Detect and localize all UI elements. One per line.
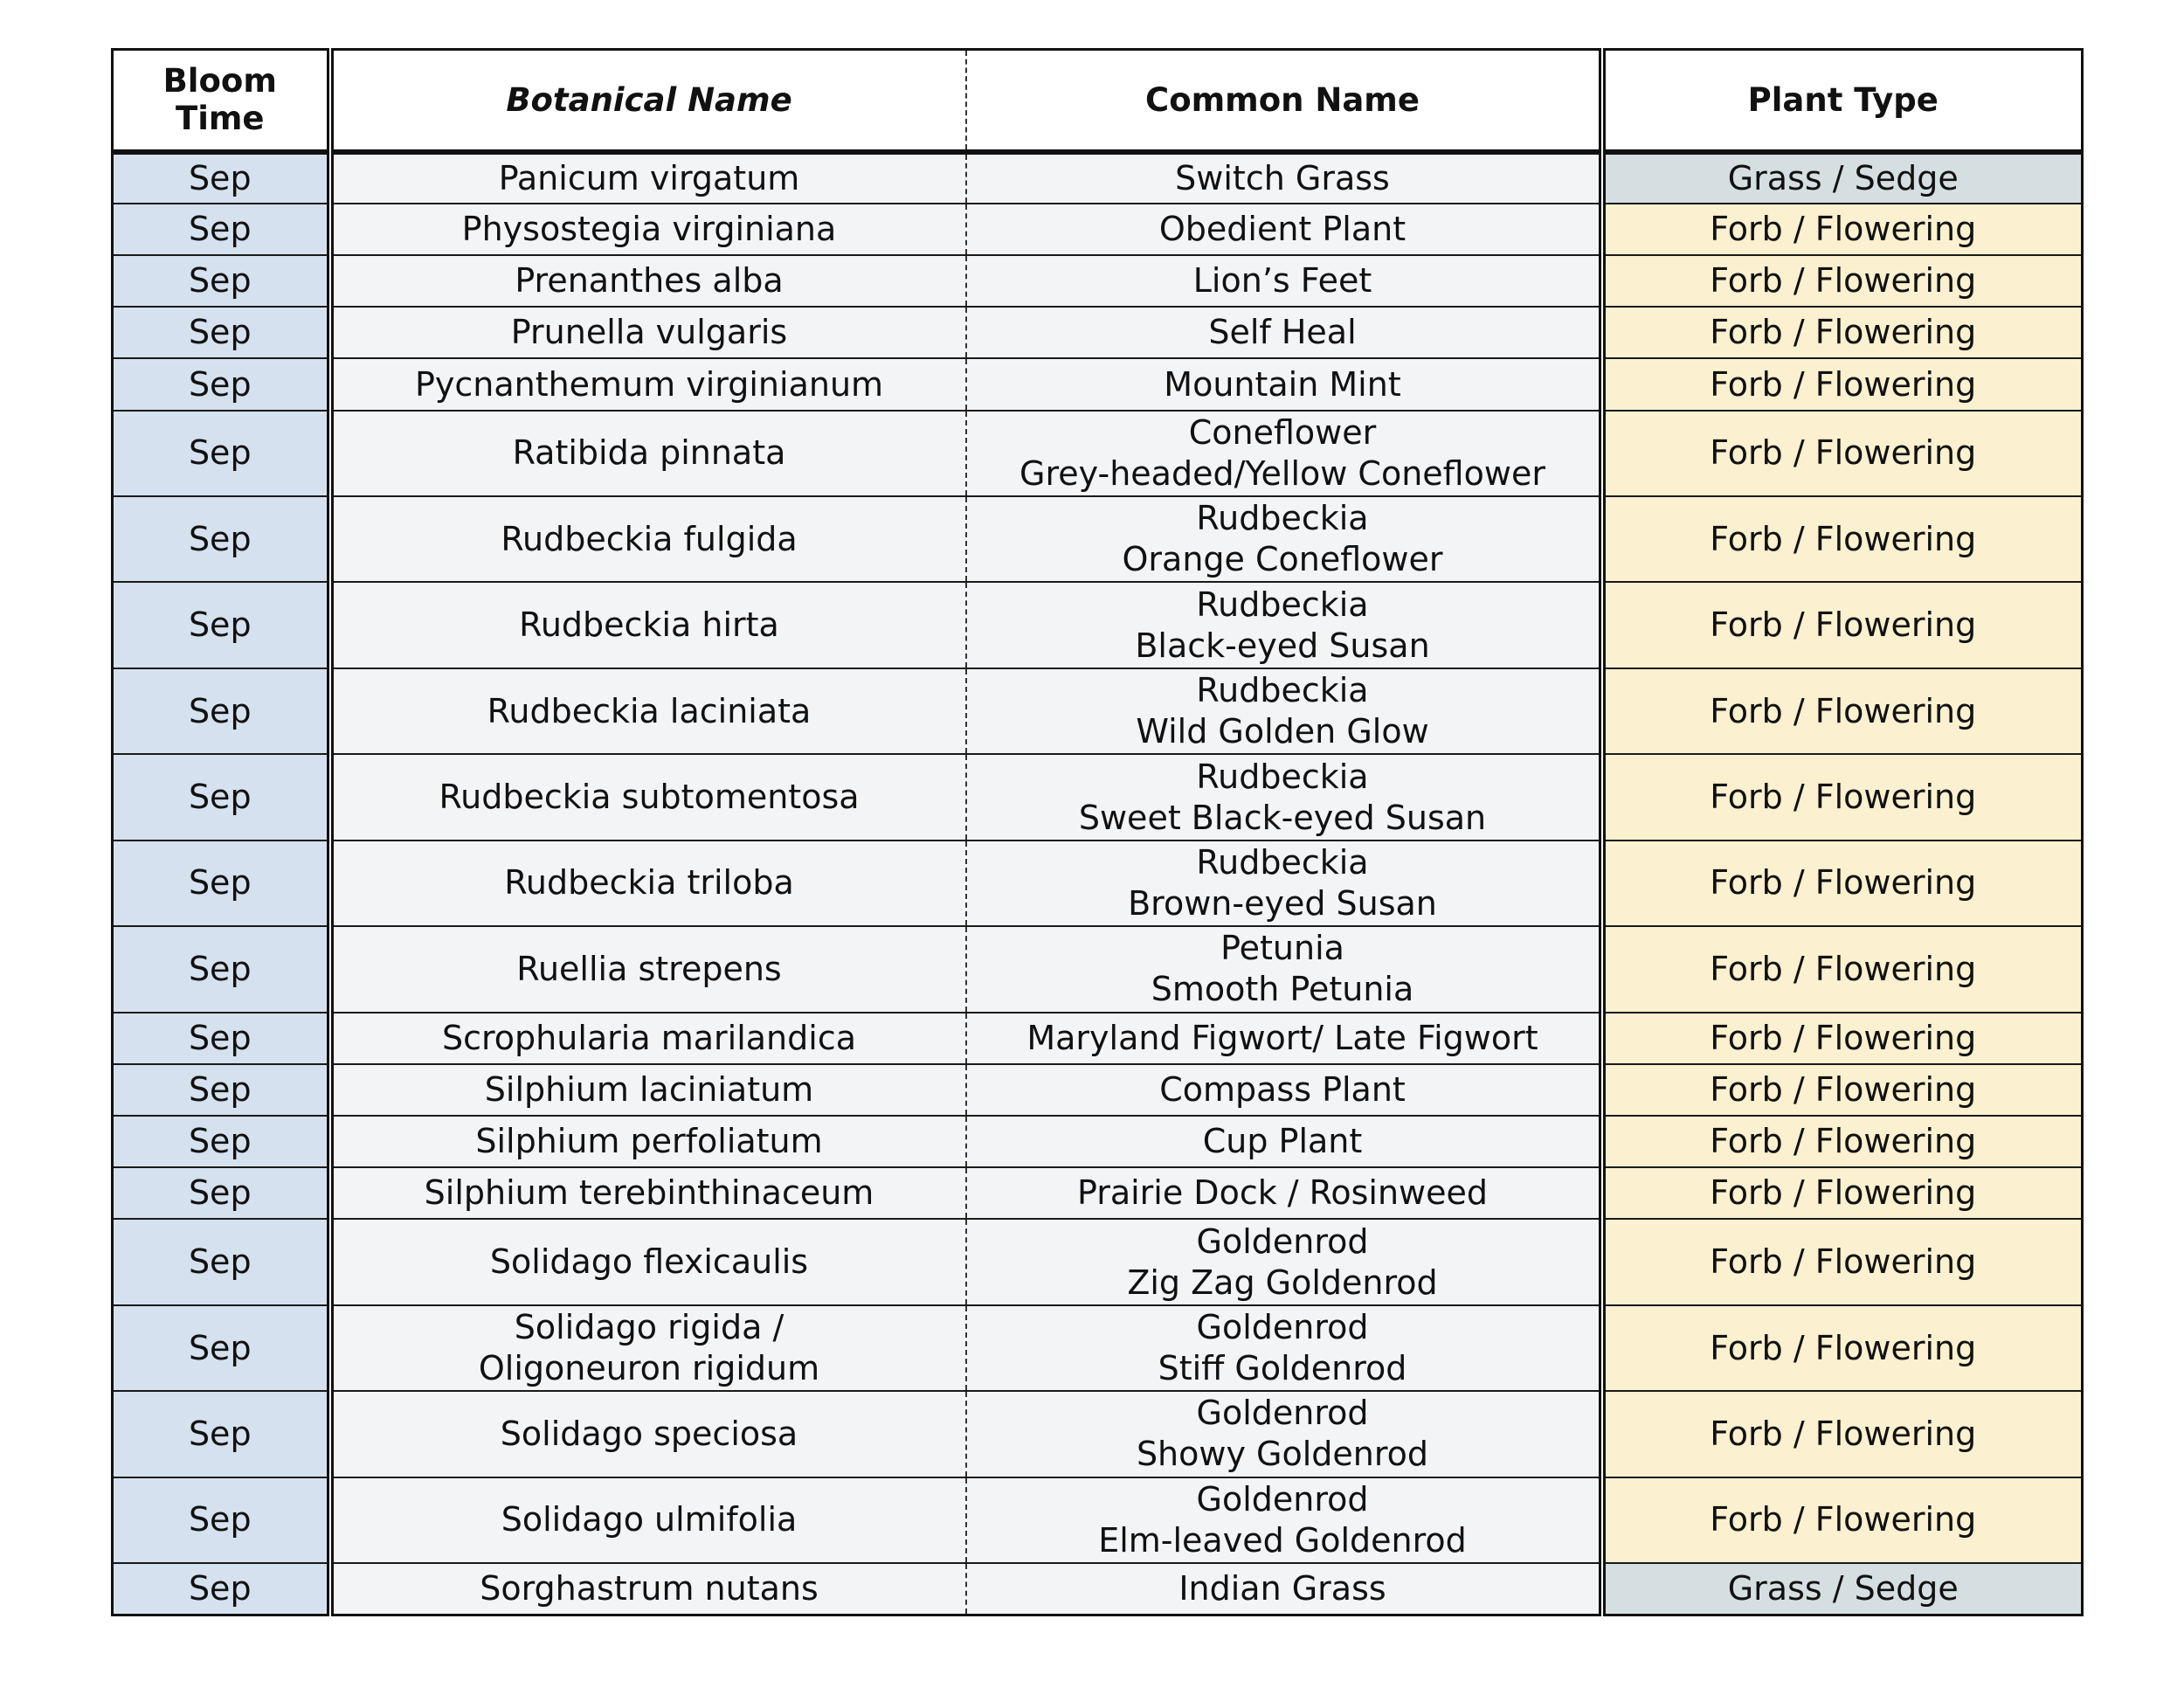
common-name-cell: [966, 926, 1602, 1012]
botanical-name-line: Panicum virgatum: [498, 158, 800, 197]
botanical-name-cell: [330, 1391, 966, 1477]
plant-type-cell: Forb / Flowering: [1602, 307, 2083, 358]
common-name-line: Smooth Petunia: [1151, 970, 1414, 1009]
botanical-name-cell: [330, 358, 966, 410]
bloom-time-cell: Sep: [113, 496, 330, 582]
botanical-name-line: Oligoneuron rigidum: [478, 1349, 820, 1388]
table-row: [113, 1563, 2083, 1615]
botanical-name-line: Rudbeckia triloba: [504, 863, 794, 903]
common-name-line: Black-eyed Susan: [1135, 626, 1430, 665]
common-name-line: Self Heal: [1208, 313, 1357, 352]
plant-type-cell: Forb / Flowering: [1602, 1219, 2083, 1304]
botanical-name-line: Scrophularia marilandica: [442, 1018, 856, 1057]
common-name-line: Goldenrod: [1196, 1308, 1369, 1347]
bloom-time-cell: Sep: [113, 204, 330, 255]
table-row: [113, 411, 2083, 496]
common-name-cell: [966, 1391, 1602, 1477]
botanical-name-line: Solidago ulmifolia: [501, 1500, 798, 1539]
table-header: [113, 50, 2083, 152]
common-name-cell: [966, 358, 1602, 410]
botanical-name-cell: [330, 1305, 966, 1391]
botanical-name-line: Ratibida pinnata: [512, 433, 786, 473]
plant-table: [111, 48, 2084, 1616]
plant-type-cell: Forb / Flowering: [1602, 1305, 2083, 1391]
table-row: [113, 1167, 2083, 1219]
common-name-line: Goldenrod: [1196, 1479, 1369, 1519]
common-name-line: Mountain Mint: [1164, 364, 1401, 404]
common-name-line: Goldenrod: [1196, 1221, 1369, 1261]
common-name-line: Orange Coneflower: [1122, 540, 1443, 579]
botanical-name-cell: [330, 1064, 966, 1116]
bloom-time-cell: Sep: [113, 1167, 330, 1219]
plant-type-cell: Forb / Flowering: [1602, 1116, 2083, 1167]
botanical-name-line: Solidago rigida /: [514, 1308, 784, 1347]
bloom-time-cell: Sep: [113, 668, 330, 754]
botanical-name-line: Ruellia strepens: [516, 949, 782, 988]
botanical-name-line: Pycnanthemum virginianum: [414, 364, 884, 404]
botanical-name-cell: [330, 1563, 966, 1615]
botanical-name-cell: [330, 152, 966, 204]
botanical-name-cell: [330, 841, 966, 926]
botanical-name-line: Silphium perfoliatum: [475, 1122, 823, 1161]
common-name-cell: [966, 754, 1602, 840]
common-name-line: Zig Zag Goldenrod: [1127, 1263, 1438, 1302]
botanical-name-cell: [330, 926, 966, 1012]
table-body: [113, 152, 2083, 1615]
common-name-cell: [966, 255, 1602, 307]
common-name-cell: [966, 411, 1602, 496]
common-name-line: Rudbeckia: [1196, 499, 1369, 538]
common-name-line: Showy Goldenrod: [1136, 1435, 1429, 1474]
plant-type-cell: Forb / Flowering: [1602, 1391, 2083, 1477]
table-row: [113, 152, 2083, 204]
table-row: [113, 496, 2083, 582]
common-name-cell: [966, 1116, 1602, 1167]
bloom-time-cell: Sep: [113, 754, 330, 840]
common-name-cell: [966, 1305, 1602, 1391]
table-row: [113, 1116, 2083, 1167]
botanical-name-line: Physostegia virginiana: [461, 209, 837, 248]
table-row: [113, 841, 2083, 926]
common-name-cell: [966, 1167, 1602, 1219]
header-plant-type: Plant Type: [1602, 50, 2083, 152]
common-name-cell: [966, 496, 1602, 582]
plant-type-cell: Forb / Flowering: [1602, 1477, 2083, 1563]
common-name-line: Goldenrod: [1196, 1394, 1369, 1433]
bloom-time-cell: Sep: [113, 582, 330, 668]
common-name-line: Coneflower: [1188, 412, 1377, 452]
common-name-line: Cup Plant: [1202, 1122, 1363, 1161]
plant-type-cell: Forb / Flowering: [1602, 1013, 2083, 1064]
bloom-time-cell: Sep: [113, 841, 330, 926]
botanical-name-cell: [330, 496, 966, 582]
bloom-time-cell: Sep: [113, 1477, 330, 1563]
common-name-cell: [966, 1563, 1602, 1615]
botanical-name-cell: [330, 1477, 966, 1563]
table-row: [113, 754, 2083, 840]
botanical-name-cell: [330, 668, 966, 754]
table-row: [113, 1219, 2083, 1304]
common-name-line: Lion’s Feet: [1192, 261, 1372, 301]
plant-type-cell: Forb / Flowering: [1602, 926, 2083, 1012]
bloom-time-cell: Sep: [113, 255, 330, 307]
botanical-name-line: Prunella vulgaris: [510, 313, 788, 352]
botanical-name-line: Rudbeckia subtomentosa: [439, 778, 860, 816]
header-common-name: Common Name: [966, 50, 1602, 152]
common-name-line: Obedient Plant: [1158, 209, 1406, 248]
plant-type-cell: Forb / Flowering: [1602, 496, 2083, 582]
common-name-cell: [966, 668, 1602, 754]
bloom-time-cell: Sep: [113, 1064, 330, 1116]
botanical-name-cell: [330, 307, 966, 358]
common-name-cell: [966, 1219, 1602, 1304]
table-row: [113, 1391, 2083, 1477]
header-botanical-name: Botanical Name: [330, 50, 966, 152]
common-name-line: Indian Grass: [1178, 1569, 1386, 1608]
table-row: [113, 1305, 2083, 1391]
bloom-time-cell: Sep: [113, 358, 330, 410]
common-name-cell: [966, 582, 1602, 668]
common-name-line: Switch Grass: [1175, 158, 1390, 197]
plant-type-cell: Forb / Flowering: [1602, 582, 2083, 668]
common-name-line: Rudbeckia: [1196, 585, 1369, 624]
botanical-name-cell: [330, 411, 966, 496]
bloom-time-cell: Sep: [113, 1116, 330, 1167]
common-name-cell: [966, 307, 1602, 358]
botanical-name-cell: [330, 582, 966, 668]
common-name-cell: [966, 204, 1602, 255]
common-name-line: Rudbeckia: [1196, 671, 1369, 710]
botanical-name-line: Silphium laciniatum: [484, 1069, 814, 1109]
table-row: [113, 582, 2083, 668]
plant-type-cell: Forb / Flowering: [1602, 255, 2083, 307]
bloom-time-cell: Sep: [113, 1391, 330, 1477]
table-row: [113, 926, 2083, 1012]
plant-type-cell: Forb / Flowering: [1602, 841, 2083, 926]
table-row: [113, 1064, 2083, 1116]
bloom-time-cell: Sep: [113, 152, 330, 204]
botanical-name-line: Solidago speciosa: [500, 1414, 798, 1453]
botanical-name-cell: [330, 1013, 966, 1064]
plant-type-cell: Forb / Flowering: [1602, 1167, 2083, 1219]
plant-type-cell: Forb / Flowering: [1602, 411, 2083, 496]
table-row: [113, 255, 2083, 307]
plant-type-cell: Forb / Flowering: [1602, 204, 2083, 255]
table-row: [113, 1477, 2083, 1563]
header-bloom-time: Bloom Time: [113, 50, 330, 152]
botanical-name-line: Sorghastrum nutans: [480, 1569, 819, 1608]
botanical-name-line: Solidago flexicaulis: [489, 1242, 809, 1282]
plant-type-cell: Forb / Flowering: [1602, 358, 2083, 410]
botanical-name-cell: [330, 1219, 966, 1304]
botanical-name-line: Rudbeckia laciniata: [487, 691, 812, 730]
plant-type-cell: Forb / Flowering: [1602, 1064, 2083, 1116]
bloom-time-cell: Sep: [113, 926, 330, 1012]
plant-type-cell: Forb / Flowering: [1602, 754, 2083, 840]
botanical-name-cell: [330, 204, 966, 255]
plant-type-cell: Grass / Sedge: [1602, 152, 2083, 204]
botanical-name-cell: [330, 1167, 966, 1219]
header-row: [113, 50, 2083, 152]
botanical-name-line: Silphium terebinthinaceum: [424, 1173, 874, 1213]
table-row: [113, 204, 2083, 255]
common-name-cell: [966, 1064, 1602, 1116]
table-row: [113, 1013, 2083, 1064]
common-name-cell: [966, 152, 1602, 204]
common-name-cell: [966, 841, 1602, 926]
bloom-time-cell: Sep: [113, 1563, 330, 1615]
common-name-line: Elm-leaved Goldenrod: [1098, 1520, 1467, 1560]
common-name-line: Stiff Goldenrod: [1158, 1349, 1407, 1388]
common-name-cell: [966, 1477, 1602, 1563]
botanical-name-cell: [330, 754, 966, 840]
botanical-name-line: Rudbeckia fulgida: [501, 519, 798, 558]
bloom-time-cell: Sep: [113, 1305, 330, 1391]
botanical-name-cell: [330, 255, 966, 307]
common-name-line: Sweet Black-eyed Susan: [1078, 798, 1487, 837]
common-name-cell: [966, 1013, 1602, 1064]
table-row: [113, 358, 2083, 410]
common-name-line: Rudbeckia: [1196, 842, 1369, 882]
common-name-line: Compass Plant: [1159, 1069, 1406, 1109]
common-name-line: Prairie Dock / Rosinweed: [1076, 1173, 1489, 1213]
plant-type-cell: Grass / Sedge: [1602, 1563, 2083, 1615]
bloom-time-cell: Sep: [113, 411, 330, 496]
table-row: [113, 668, 2083, 754]
botanical-name-cell: [330, 1116, 966, 1167]
botanical-name-line: Rudbeckia hirta: [519, 605, 779, 645]
common-name-line: Wild Golden Glow: [1136, 712, 1429, 751]
bloom-time-cell: Sep: [113, 1013, 330, 1064]
common-name-line: Petunia: [1220, 929, 1344, 968]
bloom-time-cell: Sep: [113, 1219, 330, 1304]
botanical-name-line: Prenanthes alba: [515, 261, 784, 301]
plant-type-cell: Forb / Flowering: [1602, 668, 2083, 754]
common-name-line: Brown-eyed Susan: [1128, 883, 1437, 923]
common-name-line: Grey-headed/Yellow Coneflower: [1019, 453, 1545, 493]
common-name-line: Rudbeckia: [1196, 757, 1369, 796]
bloom-time-cell: Sep: [113, 307, 330, 358]
common-name-line: Maryland Figwort/ Late Figwort: [1026, 1018, 1538, 1057]
table-row: [113, 307, 2083, 358]
